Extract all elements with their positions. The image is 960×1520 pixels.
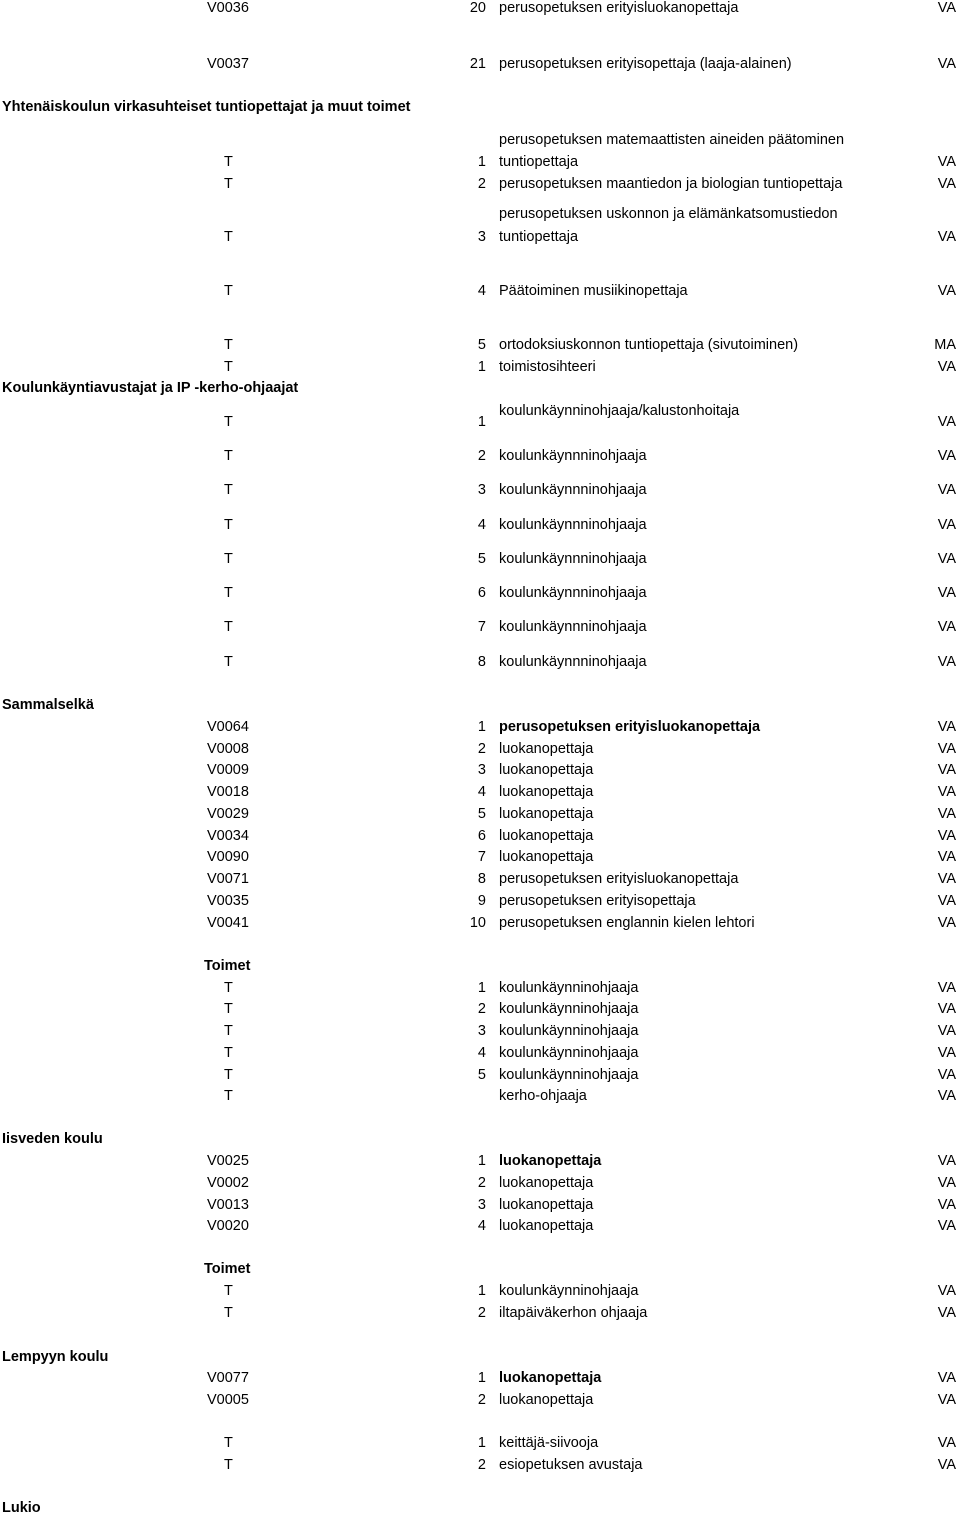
position-title: koulunkäynnninohjaaja <box>499 619 647 635</box>
position-code: V0037 <box>207 56 249 72</box>
position-title-continued: tuntiopettaja <box>499 154 579 170</box>
position-number: 6 <box>477 828 486 844</box>
position-status: VA <box>937 1392 956 1408</box>
position-status: VA <box>937 784 956 800</box>
position-title: ortodoksiuskonnon tuntiopettaja (sivutoiminen) <box>499 337 799 353</box>
position-code: V0020 <box>207 1218 249 1234</box>
position-title: koulunkäynninohjaaja <box>499 1067 639 1083</box>
position-code: V0064 <box>207 719 249 735</box>
position-status: VA <box>937 1067 956 1083</box>
position-status: VA <box>937 283 956 299</box>
position-number: 3 <box>477 229 486 245</box>
position-number: 8 <box>477 871 486 887</box>
position-status: VA <box>937 893 956 909</box>
position-number: 2 <box>477 1175 486 1191</box>
position-status: VA <box>937 414 956 430</box>
position-code: T <box>224 176 233 192</box>
position-code: V0041 <box>207 915 249 931</box>
position-number: 1 <box>477 1435 486 1451</box>
position-number: 1 <box>477 154 486 170</box>
position-title: luokanopettaja <box>499 1392 594 1408</box>
position-number: 3 <box>477 762 486 778</box>
position-number: 1 <box>477 719 486 735</box>
position-number: 2 <box>477 448 486 464</box>
position-code: T <box>224 1435 233 1451</box>
position-status: VA <box>937 1045 956 1061</box>
position-number: 2 <box>477 176 486 192</box>
position-number: 1 <box>477 980 486 996</box>
position-status: VA <box>937 1218 956 1234</box>
position-code: V0018 <box>207 784 249 800</box>
position-number: 2 <box>477 1457 486 1473</box>
position-code: T <box>224 1001 233 1017</box>
position-number: 1 <box>477 1283 486 1299</box>
position-number: 10 <box>469 915 486 931</box>
position-status: VA <box>937 0 956 16</box>
position-title: perusopetuksen matemaattisten aineiden päätominen <box>499 132 845 148</box>
position-title: koulunkäynninohjaaja <box>499 1283 639 1299</box>
position-title: perusopetuksen maantiedon ja biologian tuntiopettaja <box>499 176 843 192</box>
position-code: T <box>224 585 233 601</box>
position-title: luokanopettaja <box>499 1153 602 1169</box>
position-title: keittäjä-siivooja <box>499 1435 599 1451</box>
position-number: 5 <box>477 551 486 567</box>
subheading-toimet-iisvesi: Toimet <box>204 1261 251 1277</box>
position-status: VA <box>937 1175 956 1191</box>
position-code: T <box>224 1305 233 1321</box>
position-number: 7 <box>477 849 486 865</box>
position-status: VA <box>937 1283 956 1299</box>
position-title: luokanopettaja <box>499 762 594 778</box>
position-title: kerho-ohjaaja <box>499 1088 587 1104</box>
position-title: luokanopettaja <box>499 1175 594 1191</box>
position-number: 1 <box>477 359 486 375</box>
position-number: 20 <box>469 0 486 16</box>
position-title: koulunkäynninohjaaja/kalustonhoitaja <box>499 403 740 419</box>
position-number: 4 <box>477 1218 486 1234</box>
position-number: 5 <box>477 337 486 353</box>
position-status: VA <box>937 176 956 192</box>
position-code: V0035 <box>207 893 249 909</box>
position-number: 4 <box>477 517 486 533</box>
position-status: VA <box>937 359 956 375</box>
position-code: T <box>224 448 233 464</box>
position-title: perusopetuksen erityisluokanopettaja <box>499 871 739 887</box>
position-status: VA <box>937 1153 956 1169</box>
position-status: VA <box>937 828 956 844</box>
position-title: luokanopettaja <box>499 1370 602 1386</box>
position-code: T <box>224 1067 233 1083</box>
position-title: koulunkäynnninohjaaja <box>499 482 647 498</box>
position-title-continued: tuntiopettaja <box>499 229 579 245</box>
position-title: luokanopettaja <box>499 741 594 757</box>
position-code: V0025 <box>207 1153 249 1169</box>
position-status: VA <box>937 1088 956 1104</box>
position-status: VA <box>937 1370 956 1386</box>
section-heading-iisveden-koulu: Iisveden koulu <box>2 1131 103 1147</box>
position-title: koulunkäynnninohjaaja <box>499 585 647 601</box>
position-number: 9 <box>477 893 486 909</box>
position-title: luokanopettaja <box>499 784 594 800</box>
position-title: perusopetuksen erityisluokanopettaja <box>499 0 739 16</box>
position-title: toimistosihteeri <box>499 359 596 375</box>
position-number: 1 <box>477 414 486 430</box>
position-status: VA <box>937 1305 956 1321</box>
position-status: VA <box>937 1435 956 1451</box>
position-title: esiopetuksen avustaja <box>499 1457 643 1473</box>
position-title: luokanopettaja <box>499 1218 594 1234</box>
position-status: VA <box>937 517 956 533</box>
position-title: koulunkäynnninohjaaja <box>499 654 647 670</box>
position-status: VA <box>937 871 956 887</box>
position-number: 8 <box>477 654 486 670</box>
position-status: VA <box>937 1001 956 1017</box>
position-code: T <box>224 1457 233 1473</box>
position-title: perusopetuksen erityisluokanopettaja <box>499 719 761 735</box>
position-code: T <box>224 980 233 996</box>
position-status: VA <box>937 1457 956 1473</box>
position-code: V0029 <box>207 806 249 822</box>
position-code: T <box>224 283 233 299</box>
position-title: koulunkäynninohjaaja <box>499 1045 639 1061</box>
position-code: T <box>224 229 233 245</box>
position-number: 1 <box>477 1153 486 1169</box>
position-status: VA <box>937 1023 956 1039</box>
position-number: 3 <box>477 1023 486 1039</box>
position-status: VA <box>937 1197 956 1213</box>
position-code: V0036 <box>207 0 249 16</box>
position-code: V0077 <box>207 1370 249 1386</box>
position-title: luokanopettaja <box>499 828 594 844</box>
section-heading-lempyyn-koulu: Lempyyn koulu <box>2 1349 109 1365</box>
section-heading-yhtenaiskoulu: Yhtenäiskoulun virkasuhteiset tuntiopettajat ja muut toimet <box>2 99 411 115</box>
position-number: 6 <box>477 585 486 601</box>
position-title: perusopetuksen erityisopettaja <box>499 893 696 909</box>
position-code: T <box>224 619 233 635</box>
position-status: VA <box>937 56 956 72</box>
position-status: VA <box>937 980 956 996</box>
position-status: VA <box>937 806 956 822</box>
position-status: VA <box>937 482 956 498</box>
position-status: VA <box>937 448 956 464</box>
position-number: 2 <box>477 1392 486 1408</box>
position-number: 5 <box>477 806 486 822</box>
position-title: koulunkäynninohjaaja <box>499 1023 639 1039</box>
position-code: V0013 <box>207 1197 249 1213</box>
position-status: VA <box>937 551 956 567</box>
position-code: T <box>224 1283 233 1299</box>
position-status: VA <box>937 915 956 931</box>
position-number: 21 <box>469 56 486 72</box>
position-number: 4 <box>477 784 486 800</box>
position-code: V0071 <box>207 871 249 887</box>
position-number: 7 <box>477 619 486 635</box>
position-number: 4 <box>477 1045 486 1061</box>
position-status: VA <box>937 585 956 601</box>
position-title: luokanopettaja <box>499 849 594 865</box>
position-code: T <box>224 414 233 430</box>
section-heading-koulunkayntiavustajat: Koulunkäyntiavustajat ja IP -kerho-ohjaajat <box>2 380 299 396</box>
position-number: 5 <box>477 1067 486 1083</box>
position-status: VA <box>937 619 956 635</box>
position-code: V0005 <box>207 1392 249 1408</box>
position-status: VA <box>937 154 956 170</box>
position-number: 2 <box>477 741 486 757</box>
position-title: koulunkäynninohjaaja <box>499 980 639 996</box>
position-number: 1 <box>477 1370 486 1386</box>
position-title: iltapäiväkerhon ohjaaja <box>499 1305 648 1321</box>
position-title: koulunkäynninohjaaja <box>499 1001 639 1017</box>
position-code: V0008 <box>207 741 249 757</box>
position-title: perusopetuksen englannin kielen lehtori <box>499 915 755 931</box>
position-code: T <box>224 482 233 498</box>
position-code: V0002 <box>207 1175 249 1191</box>
position-code: T <box>224 359 233 375</box>
position-code: T <box>224 1088 233 1104</box>
position-code: V0090 <box>207 849 249 865</box>
position-code: T <box>224 1045 233 1061</box>
position-number: 2 <box>477 1305 486 1321</box>
position-title: luokanopettaja <box>499 1197 594 1213</box>
position-status: VA <box>937 762 956 778</box>
position-title: luokanopettaja <box>499 806 594 822</box>
position-code: T <box>224 517 233 533</box>
position-title: koulunkäynnninohjaaja <box>499 448 647 464</box>
position-status: MA <box>934 337 956 353</box>
section-heading-sammalselka: Sammalselkä <box>2 697 94 713</box>
position-status: VA <box>937 741 956 757</box>
position-status: VA <box>937 229 956 245</box>
position-title: koulunkäynnninohjaaja <box>499 517 647 533</box>
position-title: Päätoiminen musiikinopettaja <box>499 283 688 299</box>
position-code: V0009 <box>207 762 249 778</box>
position-status: VA <box>937 719 956 735</box>
section-heading-lukio: Lukio <box>2 1500 41 1516</box>
position-code: T <box>224 154 233 170</box>
position-number: 2 <box>477 1001 486 1017</box>
position-status: VA <box>937 849 956 865</box>
position-number: 3 <box>477 1197 486 1213</box>
position-title: perusopetuksen uskonnon ja elämänkatsomustiedon <box>499 206 838 222</box>
position-number: 4 <box>477 283 486 299</box>
position-code: V0034 <box>207 828 249 844</box>
position-title: koulunkäynnninohjaaja <box>499 551 647 567</box>
position-status: VA <box>937 654 956 670</box>
position-number: 3 <box>477 482 486 498</box>
position-code: T <box>224 551 233 567</box>
subheading-toimet-sammalselka: Toimet <box>204 958 251 974</box>
position-title: perusopetuksen erityisopettaja (laaja-alainen) <box>499 56 792 72</box>
position-code: T <box>224 1023 233 1039</box>
position-code: T <box>224 337 233 353</box>
position-code: T <box>224 654 233 670</box>
